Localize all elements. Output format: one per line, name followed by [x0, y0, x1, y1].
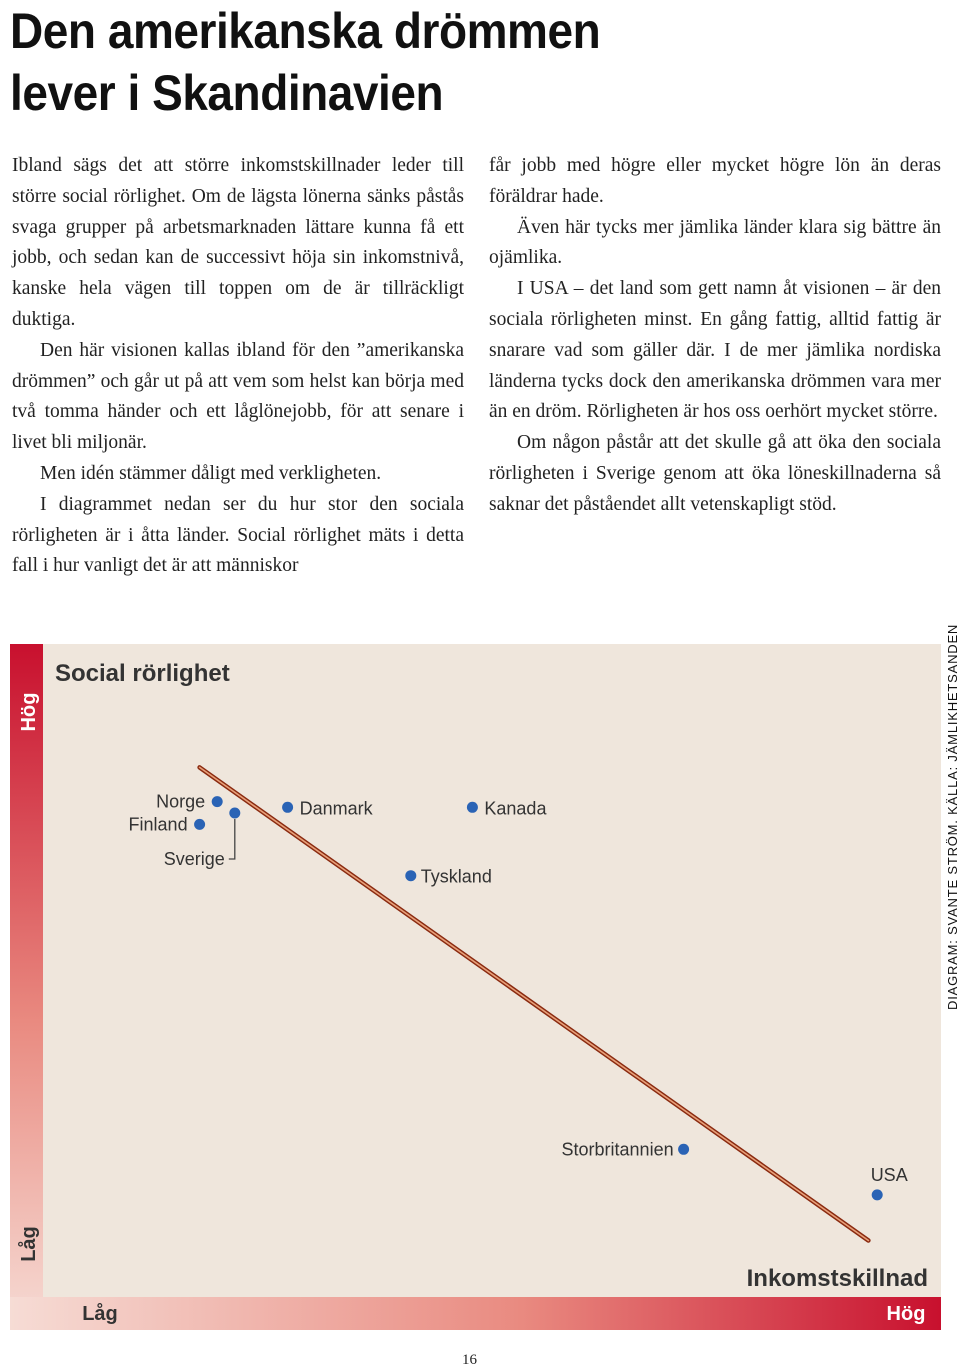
- headline-line-1: Den amerikanska drömmen: [10, 3, 601, 59]
- x-axis-high-label: Hög: [886, 1303, 926, 1325]
- paragraph: Den här visionen kallas ibland för den ”amerikanska drömmen” och går ut på att vem som helst kan börja med två tomma händer och ett låglönejobb, för att senare i livet bli miljonär.: [12, 339, 464, 454]
- paragraph: Men idén stämmer dåligt med verkligheten.: [40, 462, 382, 484]
- x-axis-bar: [10, 1297, 941, 1330]
- x-axis-low-label: Låg: [82, 1303, 118, 1325]
- point-label: USA: [870, 1164, 908, 1185]
- point-label: Finland: [128, 814, 188, 835]
- point-marker: [678, 1144, 689, 1155]
- x-axis-title: Inkomstskillnad: [746, 1265, 928, 1292]
- paragraph: I diagrammet nedan ser du hur stor den sociala rörligheten är i åtta länder. Social rörlighet mäts i detta fall i hur vanligt det är att människor: [12, 493, 464, 577]
- data-point: [405, 867, 492, 887]
- data-point: [129, 814, 206, 834]
- data-point: [156, 792, 223, 812]
- chart-title: Social rörlighet: [55, 660, 230, 687]
- label-leader-line: [229, 819, 235, 859]
- headline-line-2: lever i Skandinavien: [10, 65, 444, 121]
- paragraph: Även här tycks mer jämlika länder klara sig bättre än ojämlika.: [489, 216, 941, 269]
- point-marker: [194, 819, 205, 830]
- data-point: [562, 1139, 690, 1159]
- point-marker: [872, 1189, 883, 1200]
- point-label: Norge: [156, 791, 206, 812]
- article-column-right: [489, 151, 941, 521]
- headline: [10, 0, 600, 124]
- article-column-left: [12, 151, 464, 582]
- point-marker: [467, 802, 478, 813]
- point-label: Storbritannien: [561, 1139, 674, 1160]
- diagram-credit: DIAGRAM: SVANTE STRÖM. KÄLLA: JÄMLIKHETSANDEN: [945, 623, 960, 1010]
- data-point: [467, 798, 548, 818]
- paragraph: I USA – det land som gett namn åt visionen – är den sociala rörligheten minst. En gång fattig, alltid fattig är snarare vad som gäller där. I de mer jämlika nordiska länderna tycks dock den amerikanska drömmen vara mer än en dröm. Rörligheten är hos oss oerhört mycket större.: [489, 278, 941, 423]
- y-axis-low-label: Låg: [18, 1226, 40, 1262]
- paragraph: Ibland sägs det att större inkomstskillnader leder till större social rörlighet. Om de lägsta lönerna sänks påstås svaga grupper på arbetsmarknaden lättare kunna få ett jobb, och sedan kan de successivt höja sin inkomstnivå, kanske hela vägen till toppen om de är tillräckligt duktiga.: [12, 155, 464, 330]
- social-mobility-chart: [10, 644, 941, 1330]
- point-label: Danmark: [299, 798, 373, 819]
- point-label: Tyskland: [420, 866, 492, 887]
- point-marker: [282, 802, 293, 813]
- data-point: [871, 1165, 908, 1201]
- point-label: Kanada: [484, 798, 547, 819]
- point-marker: [212, 796, 223, 807]
- page-number: 16: [462, 1352, 477, 1368]
- point-marker: [405, 870, 416, 881]
- chart-canvas: [10, 644, 941, 1330]
- y-axis-high-label: Hög: [18, 692, 40, 732]
- point-marker: [229, 808, 240, 819]
- trend-line-highlight: [200, 767, 869, 1240]
- paragraph: får jobb med högre eller mycket högre lön än deras föräldrar hade.: [489, 155, 941, 207]
- point-label: Sverige: [163, 849, 225, 869]
- paragraph: Om någon påstår att det skulle gå att öka den sociala rörligheten i Sverige genom att öka löneskillnaderna så saknar det påståendet allt vetenskapligt stöd.: [489, 432, 941, 515]
- data-point: [282, 798, 374, 818]
